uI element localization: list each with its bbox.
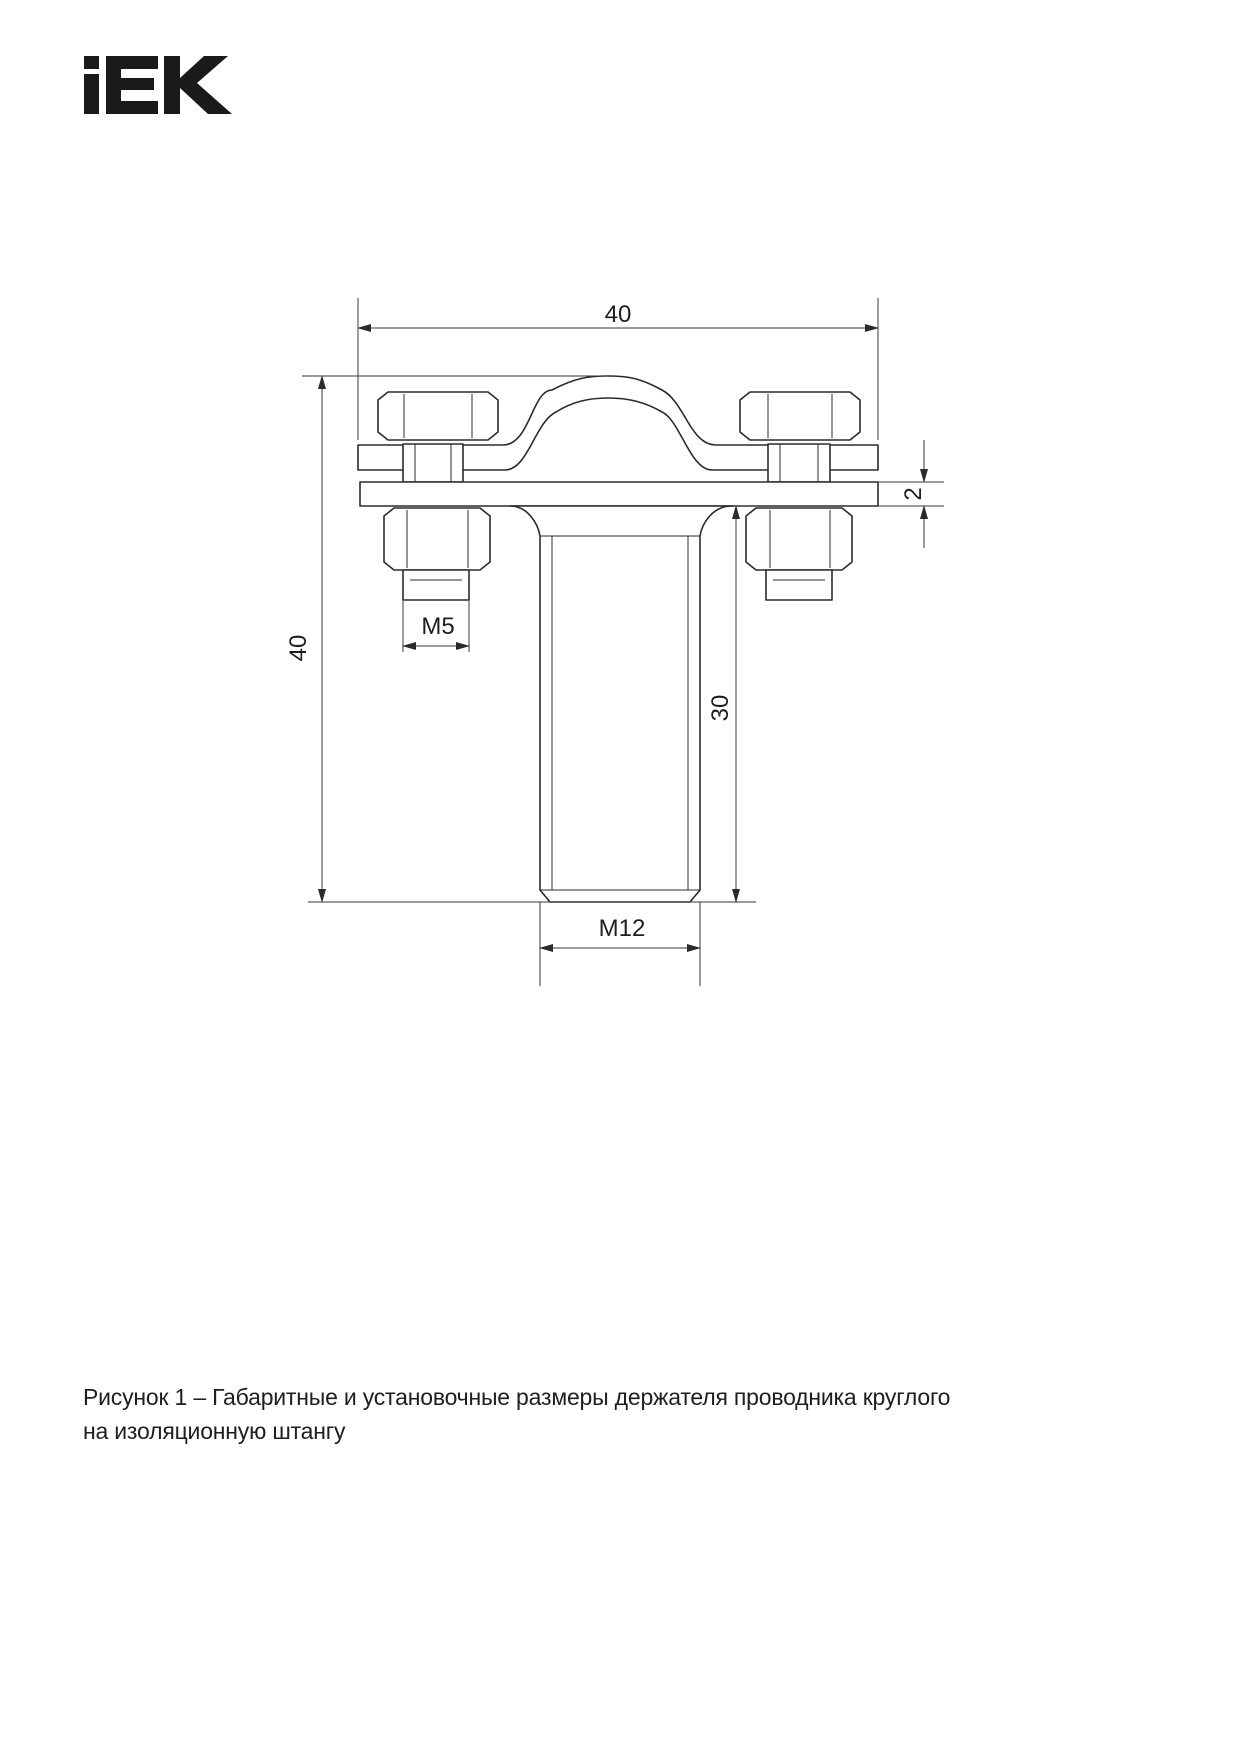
base-plate <box>360 482 878 506</box>
dim-label-overall-height: 40 <box>285 634 312 662</box>
threaded-stud <box>510 506 732 902</box>
dim-label-bolt-thread: M5 <box>421 613 455 640</box>
figure-caption <box>83 1380 1083 1448</box>
left-nut <box>384 508 490 600</box>
dim-label-stud-length: 30 <box>707 694 734 722</box>
caption-line-2: на изоляционную штангу <box>83 1418 346 1444</box>
dim-label-plate-thickness: 2 <box>900 487 927 501</box>
right-nut <box>746 508 852 600</box>
dim-label-stud-thread: M12 <box>598 915 646 942</box>
caption-line-1: Рисунок 1 – Габаритные и установочные размеры держателя проводника круглого <box>83 1384 951 1410</box>
dim-label-overall-width: 40 <box>604 301 632 328</box>
